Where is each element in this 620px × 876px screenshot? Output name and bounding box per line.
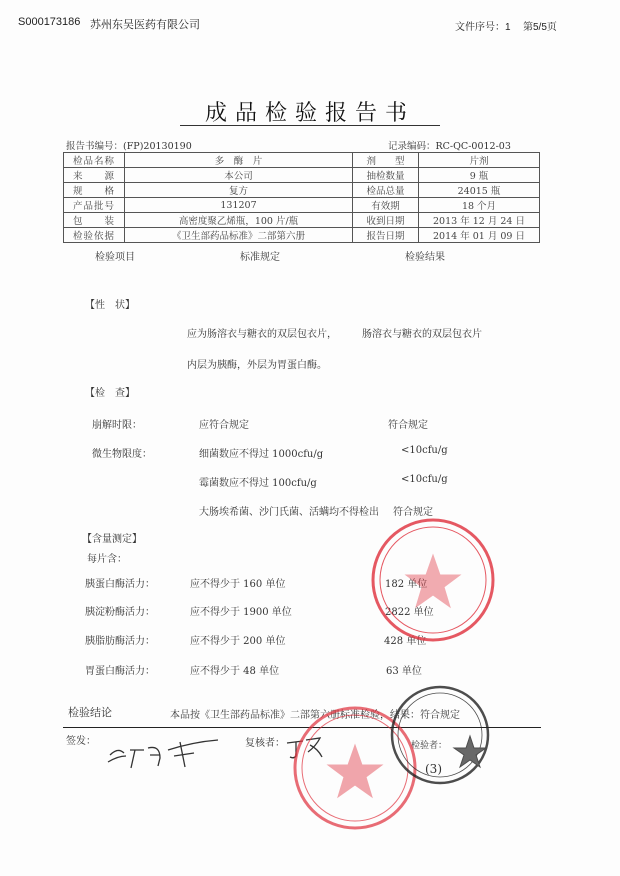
appearance-standard-2: 内层为胰酶，外层为胃蛋白酶。 <box>187 360 327 371</box>
disintegration-result: 符合规定 <box>388 420 428 431</box>
column-item: 检验项目 <box>95 252 135 263</box>
issuer-label: 签发： <box>66 736 96 747</box>
info-label: 报告日期 <box>353 228 419 243</box>
info-value: 9 瓶 <box>419 168 540 183</box>
page-number: 第5/5页 <box>523 22 557 33</box>
column-result: 检验结果 <box>405 252 445 263</box>
reviewer-signature <box>287 738 322 758</box>
info-value: 复方 <box>125 183 353 198</box>
assay-item-label: 胰脂肪酶活力： <box>85 636 155 647</box>
document-title: 成品检验报告书 <box>204 101 415 126</box>
disintegration-label: 崩解时限： <box>92 420 142 431</box>
conclusion-label: 检验结论 <box>68 706 112 719</box>
company-name: 苏州东吴医药有限公司 <box>90 19 200 31</box>
column-standard: 标准规定 <box>240 252 280 263</box>
assay-heading: 【含量测定】 <box>82 534 142 545</box>
info-value: 2013 年 12 月 24 日 <box>419 213 540 228</box>
info-value: 多 酶 片 <box>125 153 353 168</box>
info-value: 本公司 <box>125 168 353 183</box>
appearance-heading: 【性 状】 <box>85 300 135 311</box>
info-label: 剂 型 <box>353 153 419 168</box>
reviewer-label: 复核者： <box>245 738 285 749</box>
microbial-label: 微生物限度： <box>92 449 152 460</box>
assay-result: 182 单位 <box>385 579 428 590</box>
mold-standard: 霉菌数应不得过 100cfu/g <box>199 478 317 489</box>
assay-result: 428 单位 <box>384 636 427 647</box>
record-number: 记录编码：RC-QC-0012-03 <box>388 141 511 152</box>
assay-standard: 应不得少于 160 单位 <box>190 579 286 590</box>
report-number: 报告书编号：(FP)20130190 <box>66 141 192 152</box>
conclusion-text: 本品按《卫生部药品标准》二部第六册标准检验，结果：符合规定 <box>170 710 460 721</box>
doc-id: S000173186 <box>18 16 81 28</box>
per-tablet-label: 每片含： <box>87 554 127 565</box>
company-stamp-icon <box>373 520 493 640</box>
info-label: 检品总量 <box>353 183 419 198</box>
bacteria-result: <10cfu/g <box>401 445 448 456</box>
inspection-heading: 【检 查】 <box>85 388 135 399</box>
assay-result: 2822 单位 <box>385 607 434 618</box>
info-label: 检品名称 <box>64 153 125 168</box>
assay-standard: 应不得少于 200 单位 <box>190 636 286 647</box>
info-label: 产品批号 <box>64 198 125 213</box>
pathogen-standard: 大肠埃希菌、沙门氏菌、活螨均不得检出 <box>199 507 379 518</box>
assay-item-label: 胃蛋白酶活力： <box>85 666 155 677</box>
info-value: 《卫生部药品标准》二部第六册 <box>125 228 353 243</box>
assay-item-label: 胰蛋白酶活力： <box>85 579 155 590</box>
file-number: 文件序号：1 <box>455 22 511 33</box>
issuer-signature <box>108 740 218 768</box>
info-label: 规 格 <box>64 183 125 198</box>
pathogen-result: 符合规定 <box>393 507 433 518</box>
info-label: 检验依据 <box>64 228 125 243</box>
info-value: 2014 年 01 月 09 日 <box>419 228 540 243</box>
assay-standard: 应不得少于 1900 单位 <box>190 607 292 618</box>
stamp-number: (3) <box>425 762 442 776</box>
info-label: 收到日期 <box>353 213 419 228</box>
assay-item-label: 胰淀粉酶活力： <box>85 607 155 618</box>
info-label: 抽检数量 <box>353 168 419 183</box>
disintegration-standard: 应符合规定 <box>199 420 249 431</box>
official-stamp-icon <box>295 708 415 828</box>
assay-standard: 应不得少于 48 单位 <box>190 666 280 677</box>
info-value: 片剂 <box>419 153 540 168</box>
info-value: 24015 瓶 <box>419 183 540 198</box>
info-value: 18 个月 <box>419 198 540 213</box>
info-label: 包 装 <box>64 213 125 228</box>
info-value: 高密度聚乙烯瓶，100 片/瓶 <box>125 213 353 228</box>
appearance-standard: 应为肠溶衣与糖衣的双层包衣片， <box>187 329 337 340</box>
inspector-label: 检验者： <box>411 741 448 751</box>
mold-result: <10cfu/g <box>401 474 448 485</box>
info-label: 有效期 <box>353 198 419 213</box>
info-value: 131207 <box>125 198 353 213</box>
info-label: 来 源 <box>64 168 125 183</box>
assay-result: 63 单位 <box>386 666 422 677</box>
appearance-result: 肠溶衣与糖衣的双层包衣片 <box>362 329 482 340</box>
bacteria-standard: 细菌数应不得过 1000cfu/g <box>199 449 324 460</box>
